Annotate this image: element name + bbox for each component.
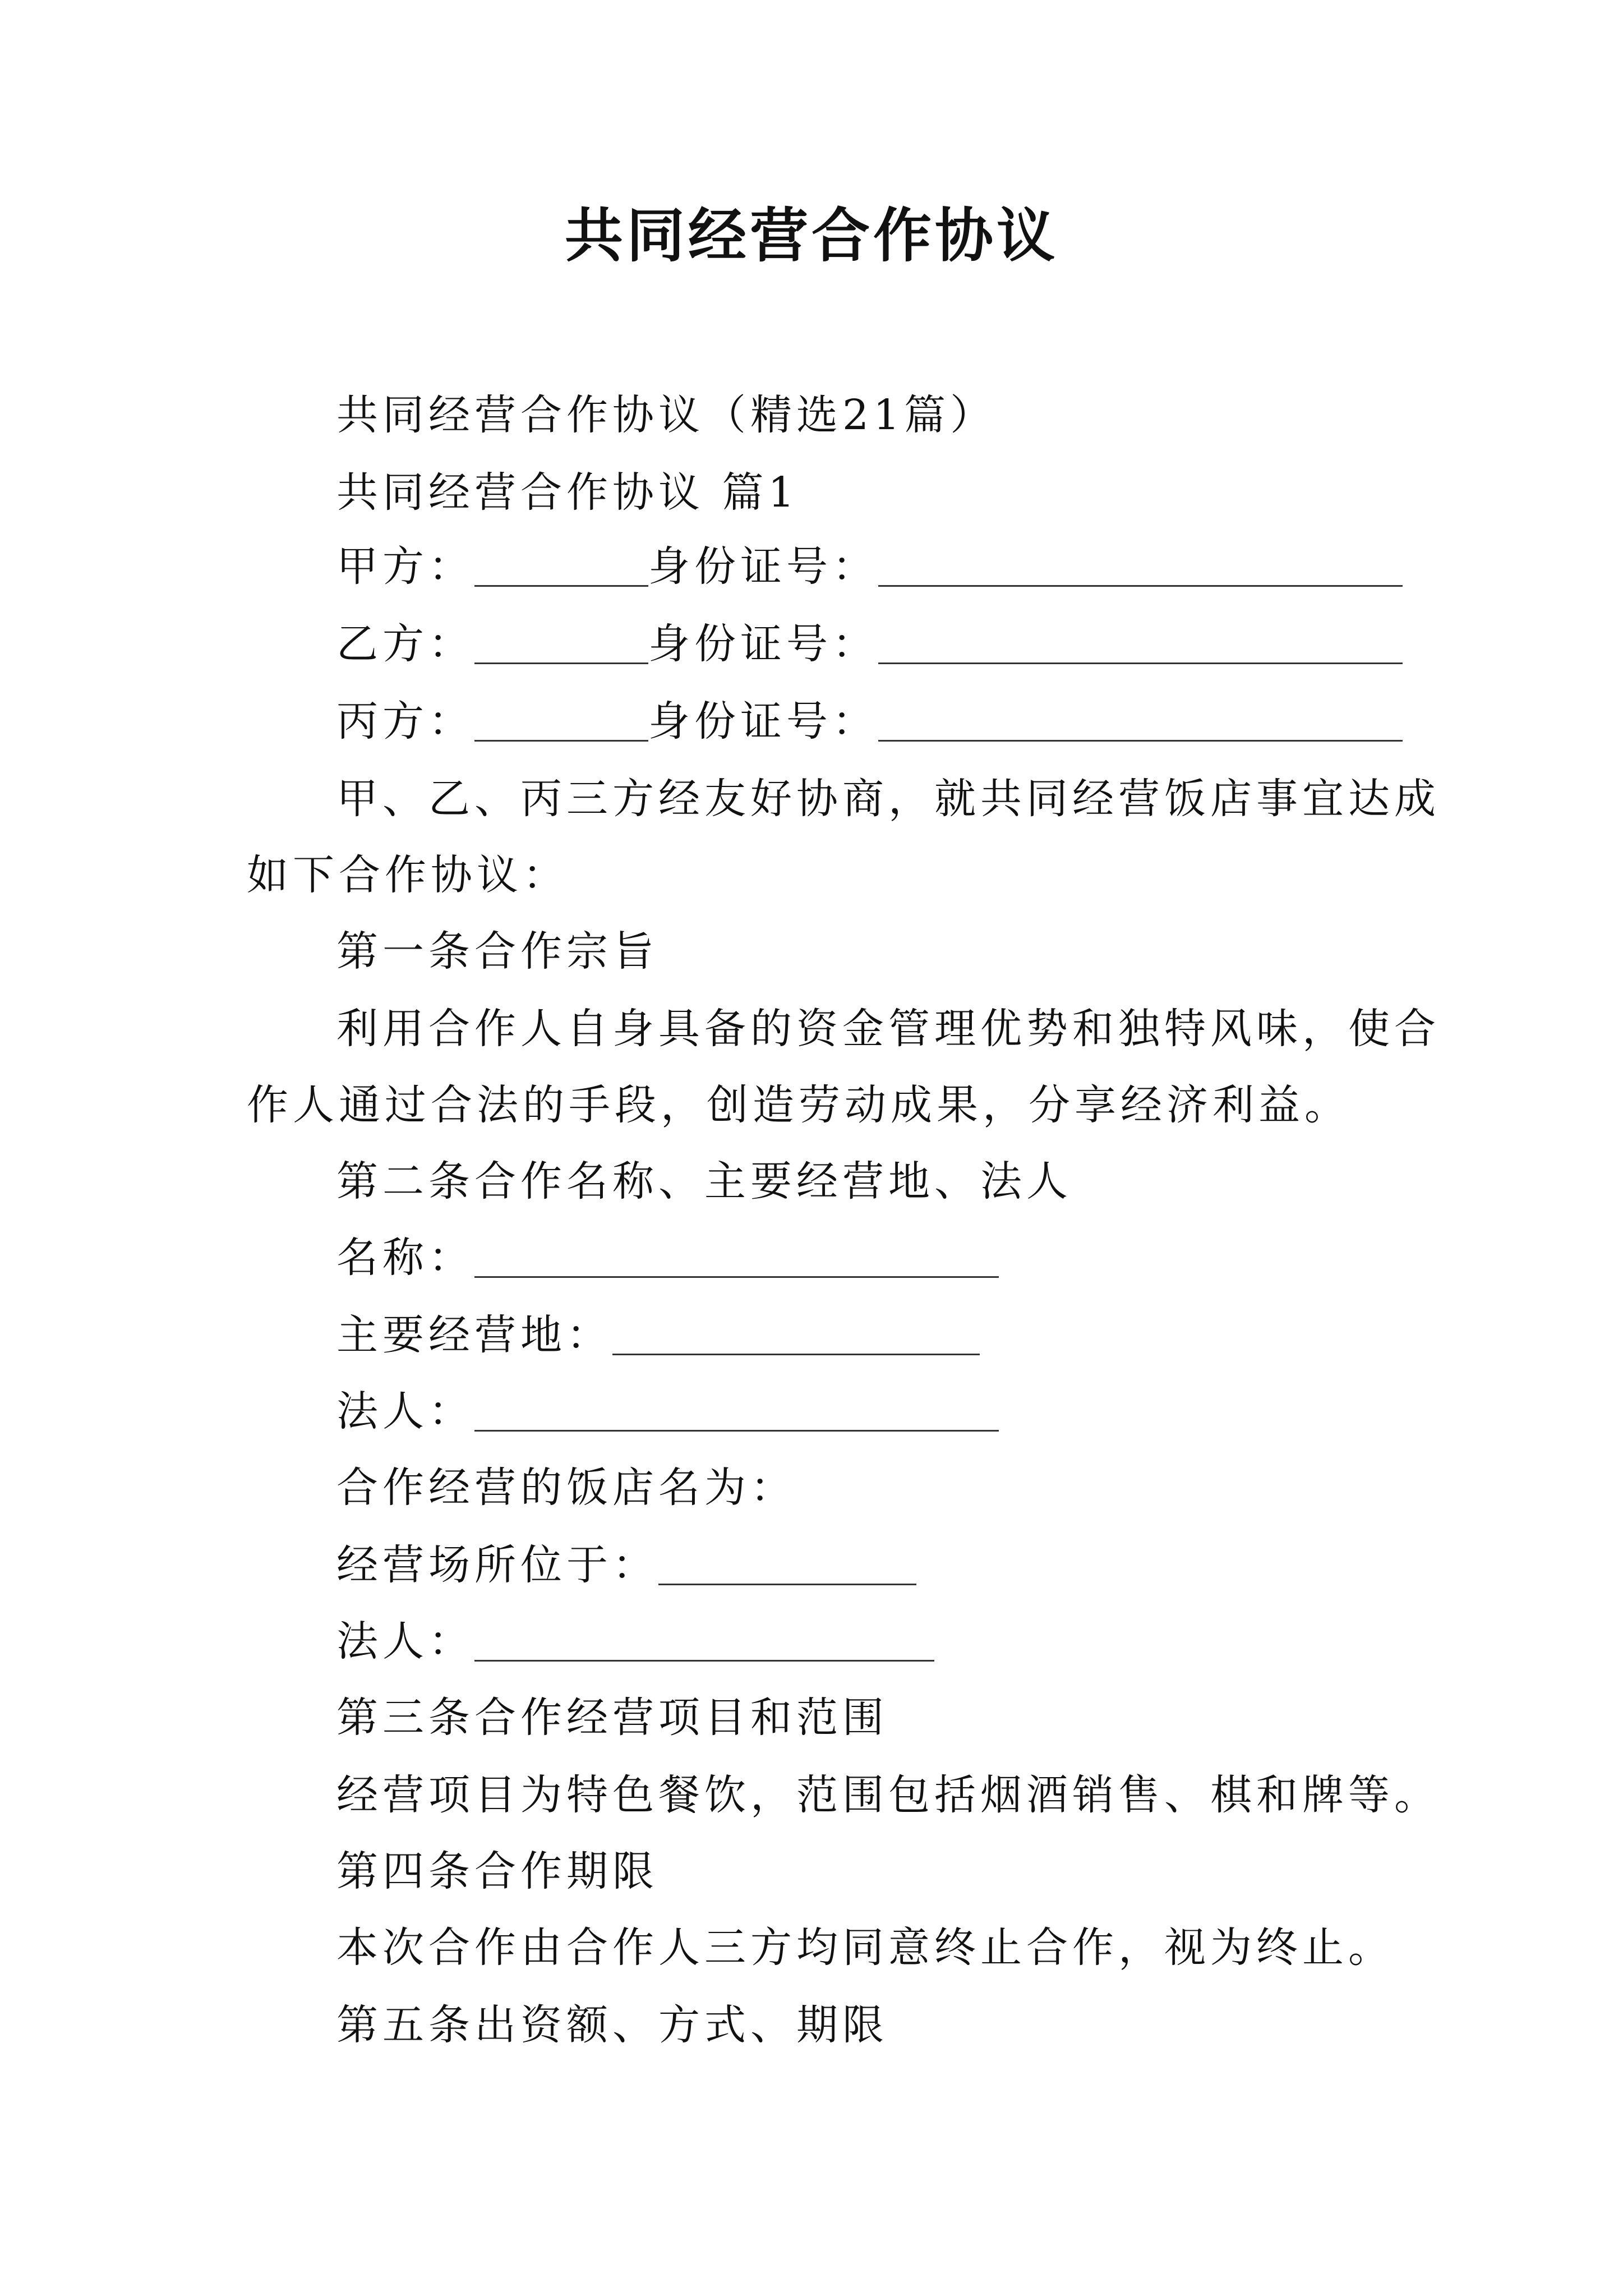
name-blank <box>474 1237 999 1278</box>
location-line <box>336 1537 916 1593</box>
clause-4-title: 第四条合作期限 <box>336 1847 658 1895</box>
party-a-name-blank <box>474 546 648 587</box>
main-site-line <box>336 1307 980 1363</box>
main-site-label: 主要经营地： <box>336 1311 612 1359</box>
legal-person-label: 法人： <box>336 1387 474 1435</box>
legal-person-blank-2 <box>474 1621 934 1662</box>
restaurant-name-label: 合作经营的饭店名为： <box>336 1464 796 1512</box>
clause-1-title: 第一条合作宗旨 <box>336 927 658 976</box>
legal-person-blank <box>474 1391 999 1432</box>
document-title: 共同经营合作协议 <box>564 201 1058 270</box>
clause-5-title: 第五条出资额、方式、期限 <box>336 2001 888 2049</box>
legal-person-label-2: 法人： <box>336 1617 474 1665</box>
party-a-id-blank <box>878 546 1403 587</box>
party-b-line <box>336 616 1403 672</box>
party-a-label: 甲方： <box>336 542 474 591</box>
party-b-label: 乙方： <box>336 620 474 668</box>
clause-1-line-1: 利用合作人自身具备的资金管理优势和独特风味，使合 <box>336 1005 1440 1053</box>
clause-2-title: 第二条合作名称、主要经营地、法人 <box>336 1157 1072 1205</box>
party-b-id-label: 身份证号： <box>648 620 878 668</box>
intro-paragraph-line-1: 甲、乙、丙三方经友好协商，就共同经营饭店事宜达成 <box>336 775 1440 823</box>
party-c-line <box>336 693 1403 749</box>
article-heading: 共同经营合作协议 篇1 <box>336 468 799 517</box>
subtitle: 共同经营合作协议（精选21篇） <box>336 391 997 439</box>
legal-person-line-2 <box>336 1613 934 1669</box>
party-c-label: 丙方： <box>336 697 474 746</box>
party-b-name-blank <box>474 623 648 664</box>
party-c-id-label: 身份证号： <box>648 697 878 746</box>
legal-person-line <box>336 1383 999 1439</box>
location-label: 经营场所位于： <box>336 1541 658 1589</box>
location-blank <box>658 1544 916 1585</box>
clause-3-title: 第三条合作经营项目和范围 <box>336 1694 888 1742</box>
name-line <box>336 1230 999 1286</box>
clause-3-text: 经营项目为特色餐饮，范围包括烟酒销售、棋和牌等。 <box>336 1771 1440 1819</box>
party-c-id-blank <box>878 701 1403 742</box>
clause-4-text: 本次合作由合作人三方均同意终止合作，视为终止。 <box>336 1924 1394 1972</box>
party-b-id-blank <box>878 623 1403 664</box>
name-label: 名称： <box>336 1234 474 1282</box>
party-c-name-blank <box>474 701 648 742</box>
party-a-id-label: 身份证号： <box>648 542 878 591</box>
party-a-line <box>336 539 1403 595</box>
intro-paragraph-line-2: 如下合作协议： <box>247 851 569 899</box>
clause-1-line-2: 作人通过合法的手段，创造劳动成果，分享经济利益。 <box>247 1081 1350 1129</box>
main-site-blank <box>612 1314 980 1355</box>
